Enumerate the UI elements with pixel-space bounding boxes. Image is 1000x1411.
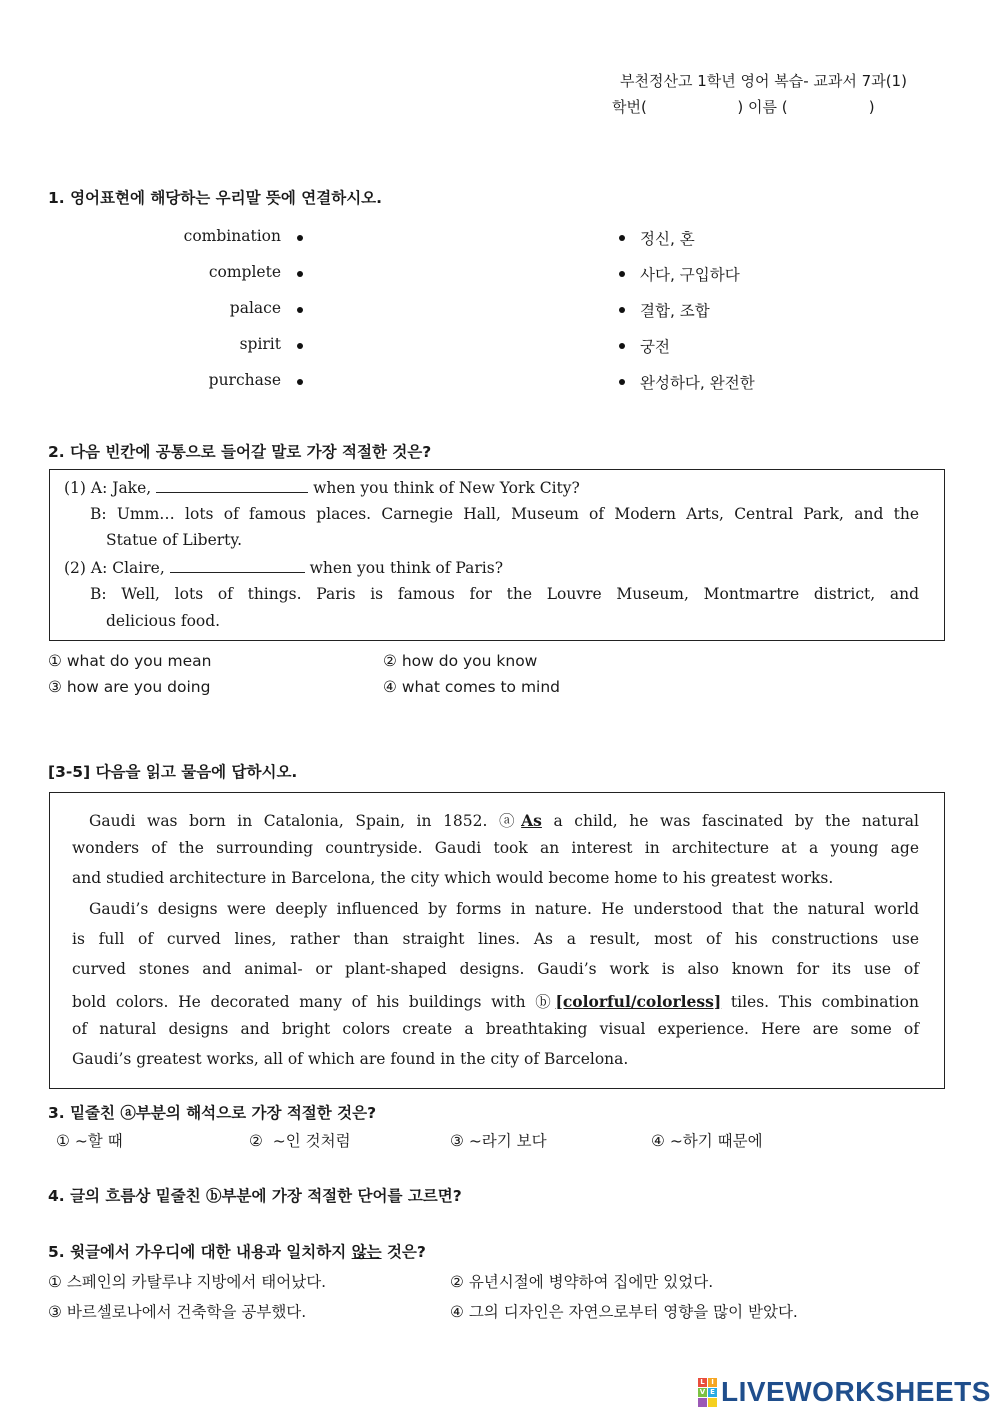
worksheet-title: 부천정산고 1학년 영어 복습- 교과서 7과(1) xyxy=(620,72,907,90)
passage-line: Gaudi’s designs were deeply influenced by forms in nature. He understood that the natural world xyxy=(89,900,919,918)
q1-left-item: spirit xyxy=(239,335,281,353)
q1-right-dot[interactable] xyxy=(619,235,625,241)
q3-option[interactable]: ④ ~하기 때문에 xyxy=(651,1132,763,1150)
q2-dialogue2-a: (2) A: Claire, when you think of Paris? xyxy=(64,559,504,577)
passage-line: Gaudi was born in Catalonia, Spain, in 1852. ⓐAs a child, he was fascinated by the natural xyxy=(89,811,919,830)
q2-option[interactable]: ③ how are you doing xyxy=(48,678,211,696)
q1-left-dot[interactable] xyxy=(297,343,303,349)
q1-left-dot[interactable] xyxy=(297,307,303,313)
q4-title: 4. 글의 흐름상 밑줄친 ⓑ부분에 가장 적절한 단어를 고르면? xyxy=(48,1187,462,1205)
q1-right-item: 사다, 구입하다 xyxy=(640,266,740,284)
underline-a: As xyxy=(521,811,542,830)
q1-left-dot[interactable] xyxy=(297,271,303,277)
q5-option[interactable]: ④ 그의 디자인은 자연으로부터 영향을 많이 받았다. xyxy=(450,1303,798,1321)
q1-left-dot[interactable] xyxy=(297,379,303,385)
q2-dialogue2-b: B: Well, lots of things. Paris is famous for the Louvre Museum, Montmartre district, and xyxy=(90,585,919,603)
q2-option[interactable]: ① what do you mean xyxy=(48,652,212,670)
liveworksheets-logo-mark: L I V E xyxy=(698,1378,717,1407)
q1-right-dot[interactable] xyxy=(619,343,625,349)
q1-left-dot[interactable] xyxy=(297,235,303,241)
q2-blank-2[interactable] xyxy=(170,558,305,573)
q2-title: 2. 다음 빈칸에 공통으로 들어갈 말로 가장 적절한 것은? xyxy=(48,443,432,461)
passage-line: is full of curved lines, rather than straight lines. As a result, most of his constructions use xyxy=(72,930,919,948)
passage-line: wonders of the surrounding countryside. Gaudi took an interest in architecture at a young age xyxy=(72,839,919,857)
q2-dialogue1-a: (1) A: Jake, when you think of New York City? xyxy=(64,479,580,497)
liveworksheets-logo[interactable] xyxy=(698,1376,991,1408)
q5-option[interactable]: ③ 바르셀로나에서 건축학을 공부했다. xyxy=(48,1303,307,1321)
q1-left-item: combination xyxy=(183,227,281,245)
passage-line: of natural designs and bright colors create a breathtaking visual experience. Here are some of xyxy=(72,1020,919,1038)
q1-left-item: palace xyxy=(229,299,281,317)
passage-line: and studied architecture in Barcelona, the city which would become home to his greatest works. xyxy=(72,869,834,887)
q2-option[interactable]: ② how do you know xyxy=(383,652,538,670)
q1-right-dot[interactable] xyxy=(619,271,625,277)
q1-title: 1. 영어표현에 해당하는 우리말 뜻에 연결하시오. xyxy=(48,189,383,207)
logo-letter: I xyxy=(708,1378,717,1387)
q3-option[interactable]: ① ~할 때 xyxy=(56,1132,123,1150)
q1-right-item: 결합, 조합 xyxy=(640,302,710,320)
q3-option[interactable]: ② ~인 것처럼 xyxy=(249,1132,351,1150)
q1-right-item: 정신, 혼 xyxy=(640,230,695,248)
q5-title: 5. 윗글에서 가우디에 대한 내용과 일치하지 않는 것은? xyxy=(48,1243,426,1261)
passage-line: curved stones and animal- or plant-shaped designs. Gaudi’s work is also known for its use of xyxy=(72,960,919,978)
q1-left-item: purchase xyxy=(208,371,281,389)
q1-right-item: 궁전 xyxy=(640,338,670,356)
liveworksheets-logo-text: LIVEWORKSHEETS xyxy=(721,1376,991,1407)
q2-dialogue1-b-cont: Statue of Liberty. xyxy=(106,531,243,549)
q1-right-dot[interactable] xyxy=(619,379,625,385)
q35-title: [3-5] 다음을 읽고 물음에 답하시오. xyxy=(48,763,298,781)
q2-dialogue1-b: B: Umm… lots of famous places. Carnegie Hall, Museum of Modern Arts, Central Park, and the xyxy=(90,505,919,523)
q2-dialogue2-b-cont: delicious food. xyxy=(106,612,221,630)
q2-blank-1[interactable] xyxy=(156,478,308,493)
passage-line: bold colors. He decorated many of his buildings with ⓑ[colorful/colorless] tiles. This combination xyxy=(72,992,919,1011)
q2-option[interactable]: ④ what comes to mind xyxy=(383,678,561,696)
q1-left-item: complete xyxy=(208,263,281,281)
q1-right-dot[interactable] xyxy=(619,307,625,313)
underline-b: [colorful/colorless] xyxy=(555,992,722,1011)
q1-right-item: 완성하다, 완전한 xyxy=(640,374,755,392)
q5-option[interactable]: ② 유년시절에 병약하여 집에만 있었다. xyxy=(450,1273,714,1291)
q3-title: 3. 밑줄친 ⓐ부분의 해석으로 가장 적절한 것은? xyxy=(48,1104,377,1122)
student-id-name-line: 학번( ) 이름 ( ) xyxy=(612,98,875,116)
passage-line: Gaudi’s greatest works, all of which are found in the city of Barcelona. xyxy=(72,1050,629,1068)
q5-option[interactable]: ① 스페인의 카탈루냐 지방에서 태어났다. xyxy=(48,1273,327,1291)
q3-option[interactable]: ③ ~라기 보다 xyxy=(450,1132,547,1150)
q5-negation: 않는 xyxy=(351,1243,382,1261)
